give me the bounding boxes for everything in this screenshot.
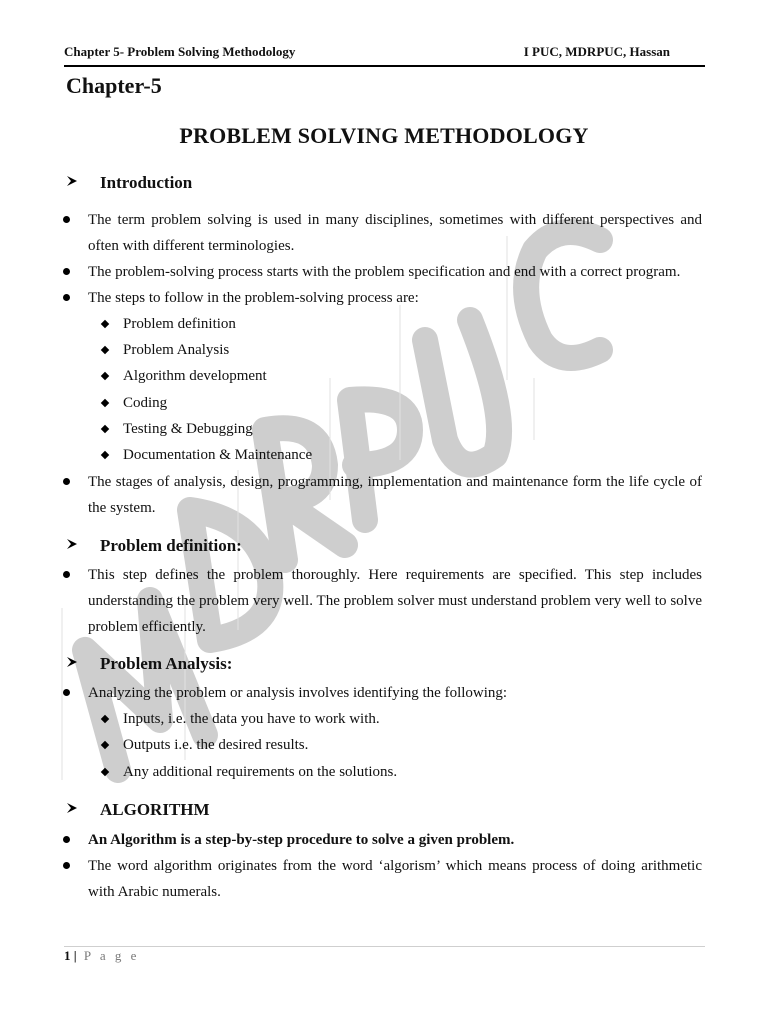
diamond-bullet-icon (101, 741, 109, 749)
section-heading-text: Introduction (100, 173, 193, 192)
diamond-bullet-icon (101, 320, 109, 328)
paragraph: The word algorithm originates from the word ‘algorism’ which means process of doing arithmetic with Arabic numerals. (88, 858, 702, 900)
list-item: Any additional requirements on the solutions. (123, 764, 398, 780)
paragraph: The stages of analysis, design, programming, implementation and maintenance form the life cycle of the system. (88, 474, 702, 516)
list-item: Testing & Debugging (123, 421, 253, 437)
arrow-bullet-icon (66, 175, 78, 187)
footer-separator: | (73, 948, 77, 963)
bullet-icon (63, 294, 70, 301)
bullet-icon (63, 478, 70, 485)
chapter-label: Chapter-5 (66, 73, 162, 98)
list-item: Outputs i.e. the desired results. (123, 737, 309, 753)
paragraph: This step defines the problem thoroughly. Here requirements are specified. This step includes understanding the problem very well. The problem solver must understand problem very well to solve problem efficiently. (88, 567, 702, 635)
paragraph: Analyzing the problem or analysis involves identifying the following: (88, 685, 508, 701)
bullet-icon (63, 836, 70, 843)
diamond-bullet-icon (101, 399, 109, 407)
list-item: Documentation & Maintenance (123, 447, 313, 463)
diamond-bullet-icon (101, 451, 109, 459)
list-item: Problem definition (123, 316, 236, 332)
diamond-bullet-icon (101, 768, 109, 776)
bullet-icon (63, 862, 70, 869)
header-right: I PUC, MDRPUC, Hassan (523, 44, 670, 59)
page-word: P a g e (83, 948, 140, 963)
header-left: Chapter 5- Problem Solving Methodology (64, 44, 296, 59)
diamond-bullet-icon (101, 425, 109, 433)
section-heading-text: Problem definition: (100, 536, 242, 555)
list-item: Inputs, i.e. the data you have to work with. (123, 711, 380, 727)
list-item: Algorithm development (123, 368, 267, 384)
paragraph: The problem-solving process starts with the problem specification and end with a correct program. (88, 264, 681, 280)
list-item: Problem Analysis (123, 342, 230, 358)
bullet-icon (63, 689, 70, 696)
bullet-icon (63, 216, 70, 223)
section-heading-text: Problem Analysis: (100, 654, 233, 673)
diamond-bullet-icon (101, 715, 109, 723)
section-heading-text: ALGORITHM (100, 800, 210, 819)
bullet-icon (63, 571, 70, 578)
arrow-bullet-icon (66, 802, 78, 814)
diamond-bullet-icon (101, 372, 109, 380)
header-rule (64, 65, 705, 67)
page-title: PROBLEM SOLVING METHODOLOGY (179, 123, 589, 148)
diamond-bullet-icon (101, 346, 109, 354)
arrow-bullet-icon (66, 538, 78, 550)
footer-rule (64, 946, 705, 947)
paragraph: The term problem solving is used in many disciplines, sometimes with different perspectives and often with different terminologies. (88, 212, 702, 254)
paragraph: The steps to follow in the problem-solving process are: (88, 290, 419, 306)
list-item: Coding (123, 395, 168, 411)
bullet-icon (63, 268, 70, 275)
page-number: 1 (64, 948, 71, 963)
page-footer (64, 947, 139, 965)
arrow-bullet-icon (66, 656, 78, 668)
paragraph-bold: An Algorithm is a step-by-step procedure to solve a given problem. (88, 832, 515, 848)
